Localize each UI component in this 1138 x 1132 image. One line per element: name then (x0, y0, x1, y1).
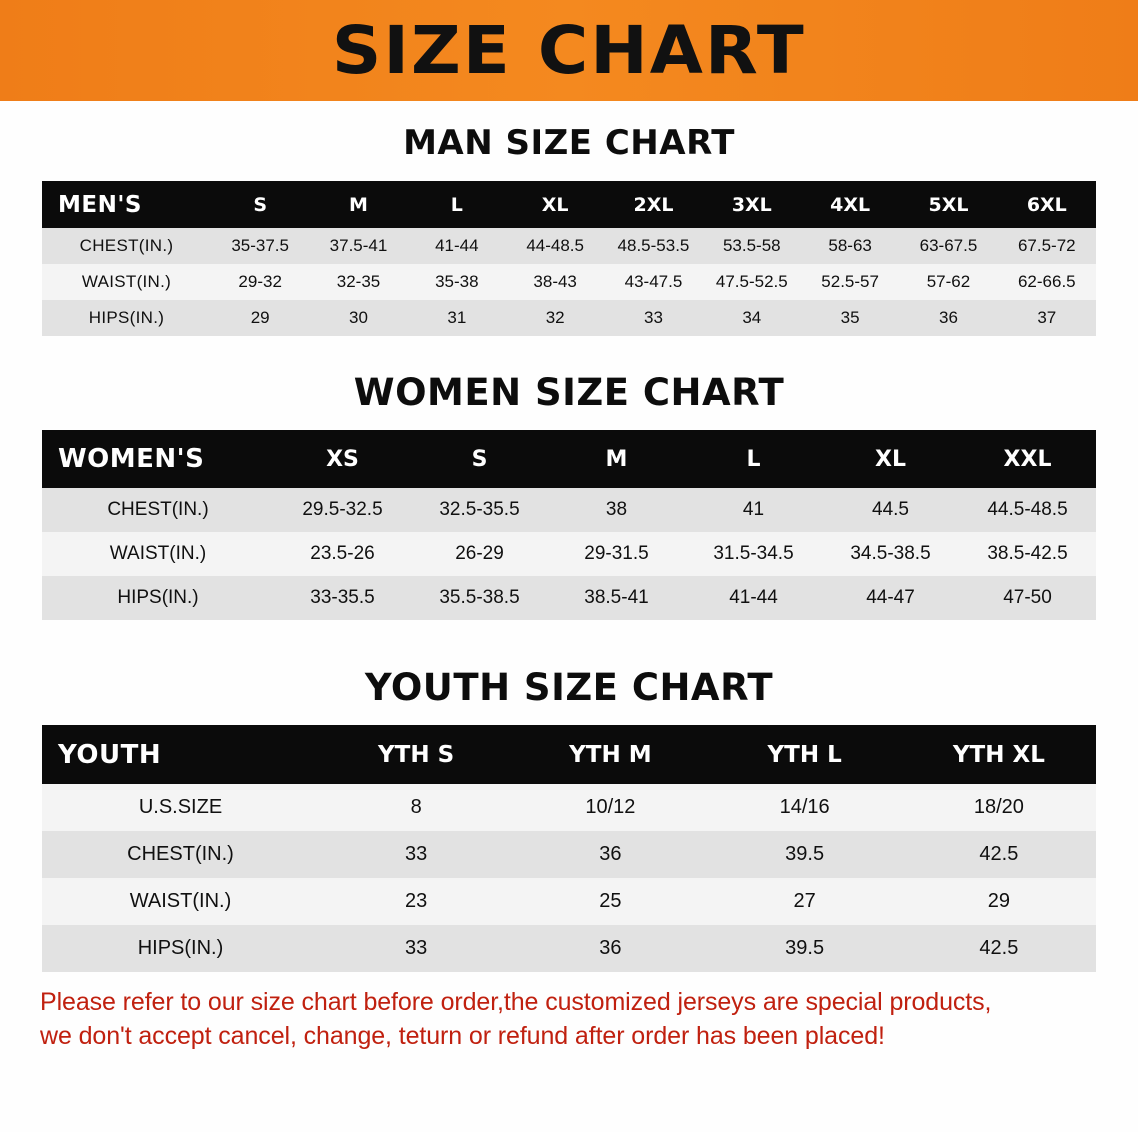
women-waist-l: 31.5-34.5 (713, 543, 794, 564)
youth-hips-xl: 42.5 (979, 937, 1019, 959)
youth-row-label-waist: WAIST(IN.) (129, 890, 232, 912)
man-col-2xl: 2XL (604, 181, 702, 228)
man-hips-s: 29 (250, 308, 270, 327)
table-header-row (42, 430, 1096, 488)
women-hips-xxl: 47-50 (1003, 587, 1052, 608)
man-col-xl: XL (506, 181, 604, 228)
policy-note-line-2: we don't accept cancel, change, teturn or refund after order has been placed! (40, 1021, 885, 1050)
women-chest-xs: 29.5-32.5 (302, 499, 383, 520)
table-header-row (42, 725, 1096, 784)
women-row-label-chest: CHEST(IN.) (107, 499, 209, 520)
man-chest-l: 41-44 (435, 236, 479, 255)
youth-waist-s: 23 (405, 890, 428, 912)
youth-chest-xl: 42.5 (979, 843, 1019, 865)
man-col-6xl: 6XL (998, 181, 1096, 228)
man-chest-2xl: 48.5-53.5 (617, 236, 690, 255)
youth-table-body (42, 784, 1096, 972)
man-table-corner: MEN'S (42, 181, 211, 228)
youth-col-xl: YTH XL (902, 725, 1096, 784)
man-chest-xl: 44-48.5 (526, 236, 584, 255)
women-waist-xl: 34.5-38.5 (850, 543, 931, 564)
youth-table-wrapper (0, 725, 1138, 972)
women-chest-xl: 44.5 (872, 499, 909, 520)
policy-note-line-1: Please refer to our size chart before order,the customized jerseys are special products, (40, 988, 992, 1016)
women-table-body (42, 488, 1096, 620)
youth-hips-s: 33 (405, 937, 428, 959)
women-waist-xs: 23.5-26 (310, 543, 375, 564)
table-row (42, 300, 1096, 336)
table-row (42, 576, 1096, 620)
table-row (42, 831, 1096, 878)
women-col-xl: XL (822, 430, 959, 488)
man-chest-6xl: 67.5-72 (1017, 236, 1076, 255)
man-hips-xl: 32 (545, 308, 565, 327)
women-hips-s: 35.5-38.5 (439, 587, 520, 608)
table-row (42, 925, 1096, 972)
man-table-head (42, 181, 1096, 228)
youth-ussize-xl: 18/20 (973, 796, 1024, 818)
women-col-m: M (548, 430, 685, 488)
man-row-label-hips: HIPS(IN.) (88, 308, 165, 327)
table-row (42, 784, 1096, 831)
man-row-label-waist: WAIST(IN.) (81, 272, 172, 291)
youth-chest-s: 33 (405, 843, 428, 865)
women-table-corner: WOMEN'S (42, 430, 274, 488)
man-table-body (42, 228, 1096, 336)
youth-chest-m: 36 (599, 843, 622, 865)
women-size-table (42, 430, 1096, 620)
table-row (42, 228, 1096, 264)
man-hips-3xl: 34 (742, 308, 762, 327)
women-col-s: S (411, 430, 548, 488)
youth-ussize-s: 8 (410, 796, 422, 818)
man-table-wrapper (0, 181, 1138, 336)
women-waist-xxl: 38.5-42.5 (987, 543, 1068, 564)
man-waist-3xl: 47.5-52.5 (715, 272, 788, 291)
man-col-3xl: 3XL (703, 181, 801, 228)
table-row (42, 878, 1096, 925)
table-header-row (42, 181, 1096, 228)
youth-col-l: YTH L (708, 725, 902, 784)
man-chest-5xl: 63-67.5 (919, 236, 978, 255)
women-chest-l: 41 (742, 499, 765, 520)
youth-row-label-hips: HIPS(IN.) (137, 937, 224, 959)
man-waist-2xl: 43-47.5 (624, 272, 683, 291)
page-title: SIZE CHART (332, 11, 806, 89)
man-col-s: S (211, 181, 309, 228)
women-table-head (42, 430, 1096, 488)
man-waist-l: 35-38 (435, 272, 479, 291)
women-section-heading: WOMEN SIZE CHART (353, 371, 785, 414)
youth-waist-m: 25 (599, 890, 622, 912)
women-chest-s: 32.5-35.5 (439, 499, 520, 520)
women-chest-xxl: 44.5-48.5 (987, 499, 1068, 520)
man-hips-l: 31 (447, 308, 467, 327)
man-chest-s: 35-37.5 (231, 236, 289, 255)
man-col-l: L (408, 181, 506, 228)
youth-hips-m: 36 (599, 937, 622, 959)
women-hips-xl: 44-47 (866, 587, 915, 608)
man-hips-5xl: 36 (939, 308, 958, 327)
man-size-table (42, 181, 1096, 336)
man-chest-4xl: 58-63 (828, 236, 872, 255)
women-waist-m: 29-31.5 (584, 543, 649, 564)
man-col-m: M (309, 181, 407, 228)
women-waist-s: 26-29 (455, 543, 504, 564)
women-col-xxl: XXL (959, 430, 1096, 488)
women-hips-l: 41-44 (729, 587, 778, 608)
table-row (42, 488, 1096, 532)
women-row-label-waist: WAIST(IN.) (109, 543, 207, 564)
policy-note (0, 972, 1138, 1054)
man-section-heading: MAN SIZE CHART (403, 123, 735, 163)
youth-ussize-l: 14/16 (779, 796, 830, 818)
man-col-4xl: 4XL (801, 181, 899, 228)
page-banner (0, 0, 1138, 101)
man-waist-s: 29-32 (238, 272, 282, 291)
youth-table-head (42, 725, 1096, 784)
youth-waist-xl: 29 (987, 890, 1010, 912)
women-col-xs: XS (274, 430, 411, 488)
women-col-l: L (685, 430, 822, 488)
man-row-label-chest: CHEST(IN.) (79, 236, 174, 255)
table-row (42, 532, 1096, 576)
women-row-label-hips: HIPS(IN.) (117, 587, 199, 608)
man-col-5xl: 5XL (899, 181, 997, 228)
women-hips-m: 38.5-41 (584, 587, 649, 608)
man-chest-3xl: 53.5-58 (722, 236, 781, 255)
youth-col-m: YTH M (513, 725, 707, 784)
man-waist-m: 32-35 (336, 272, 381, 291)
youth-hips-l: 39.5 (785, 937, 825, 959)
youth-row-label-chest: CHEST(IN.) (127, 843, 234, 865)
man-waist-xl: 38-43 (533, 272, 577, 291)
man-waist-5xl: 57-62 (926, 272, 971, 291)
youth-row-label-ussize: U.S.SIZE (138, 796, 223, 818)
man-waist-6xl: 62-66.5 (1017, 272, 1076, 291)
man-waist-4xl: 52.5-57 (821, 272, 879, 291)
man-hips-6xl: 37 (1037, 308, 1057, 327)
table-row (42, 264, 1096, 300)
youth-chest-l: 39.5 (785, 843, 825, 865)
youth-waist-l: 27 (793, 890, 816, 912)
women-chest-m: 38 (605, 499, 628, 520)
man-hips-2xl: 33 (644, 308, 663, 327)
youth-size-table (42, 725, 1096, 972)
youth-ussize-m: 10/12 (585, 796, 636, 818)
youth-col-s: YTH S (319, 725, 513, 784)
women-hips-xs: 33-35.5 (310, 587, 375, 608)
man-hips-m: 30 (349, 308, 368, 327)
man-chest-m: 37.5-41 (329, 236, 388, 255)
women-table-wrapper (0, 430, 1138, 620)
youth-table-corner: YOUTH (42, 725, 319, 784)
man-hips-4xl: 35 (840, 308, 860, 327)
youth-section-heading: YOUTH SIZE CHART (364, 666, 774, 709)
